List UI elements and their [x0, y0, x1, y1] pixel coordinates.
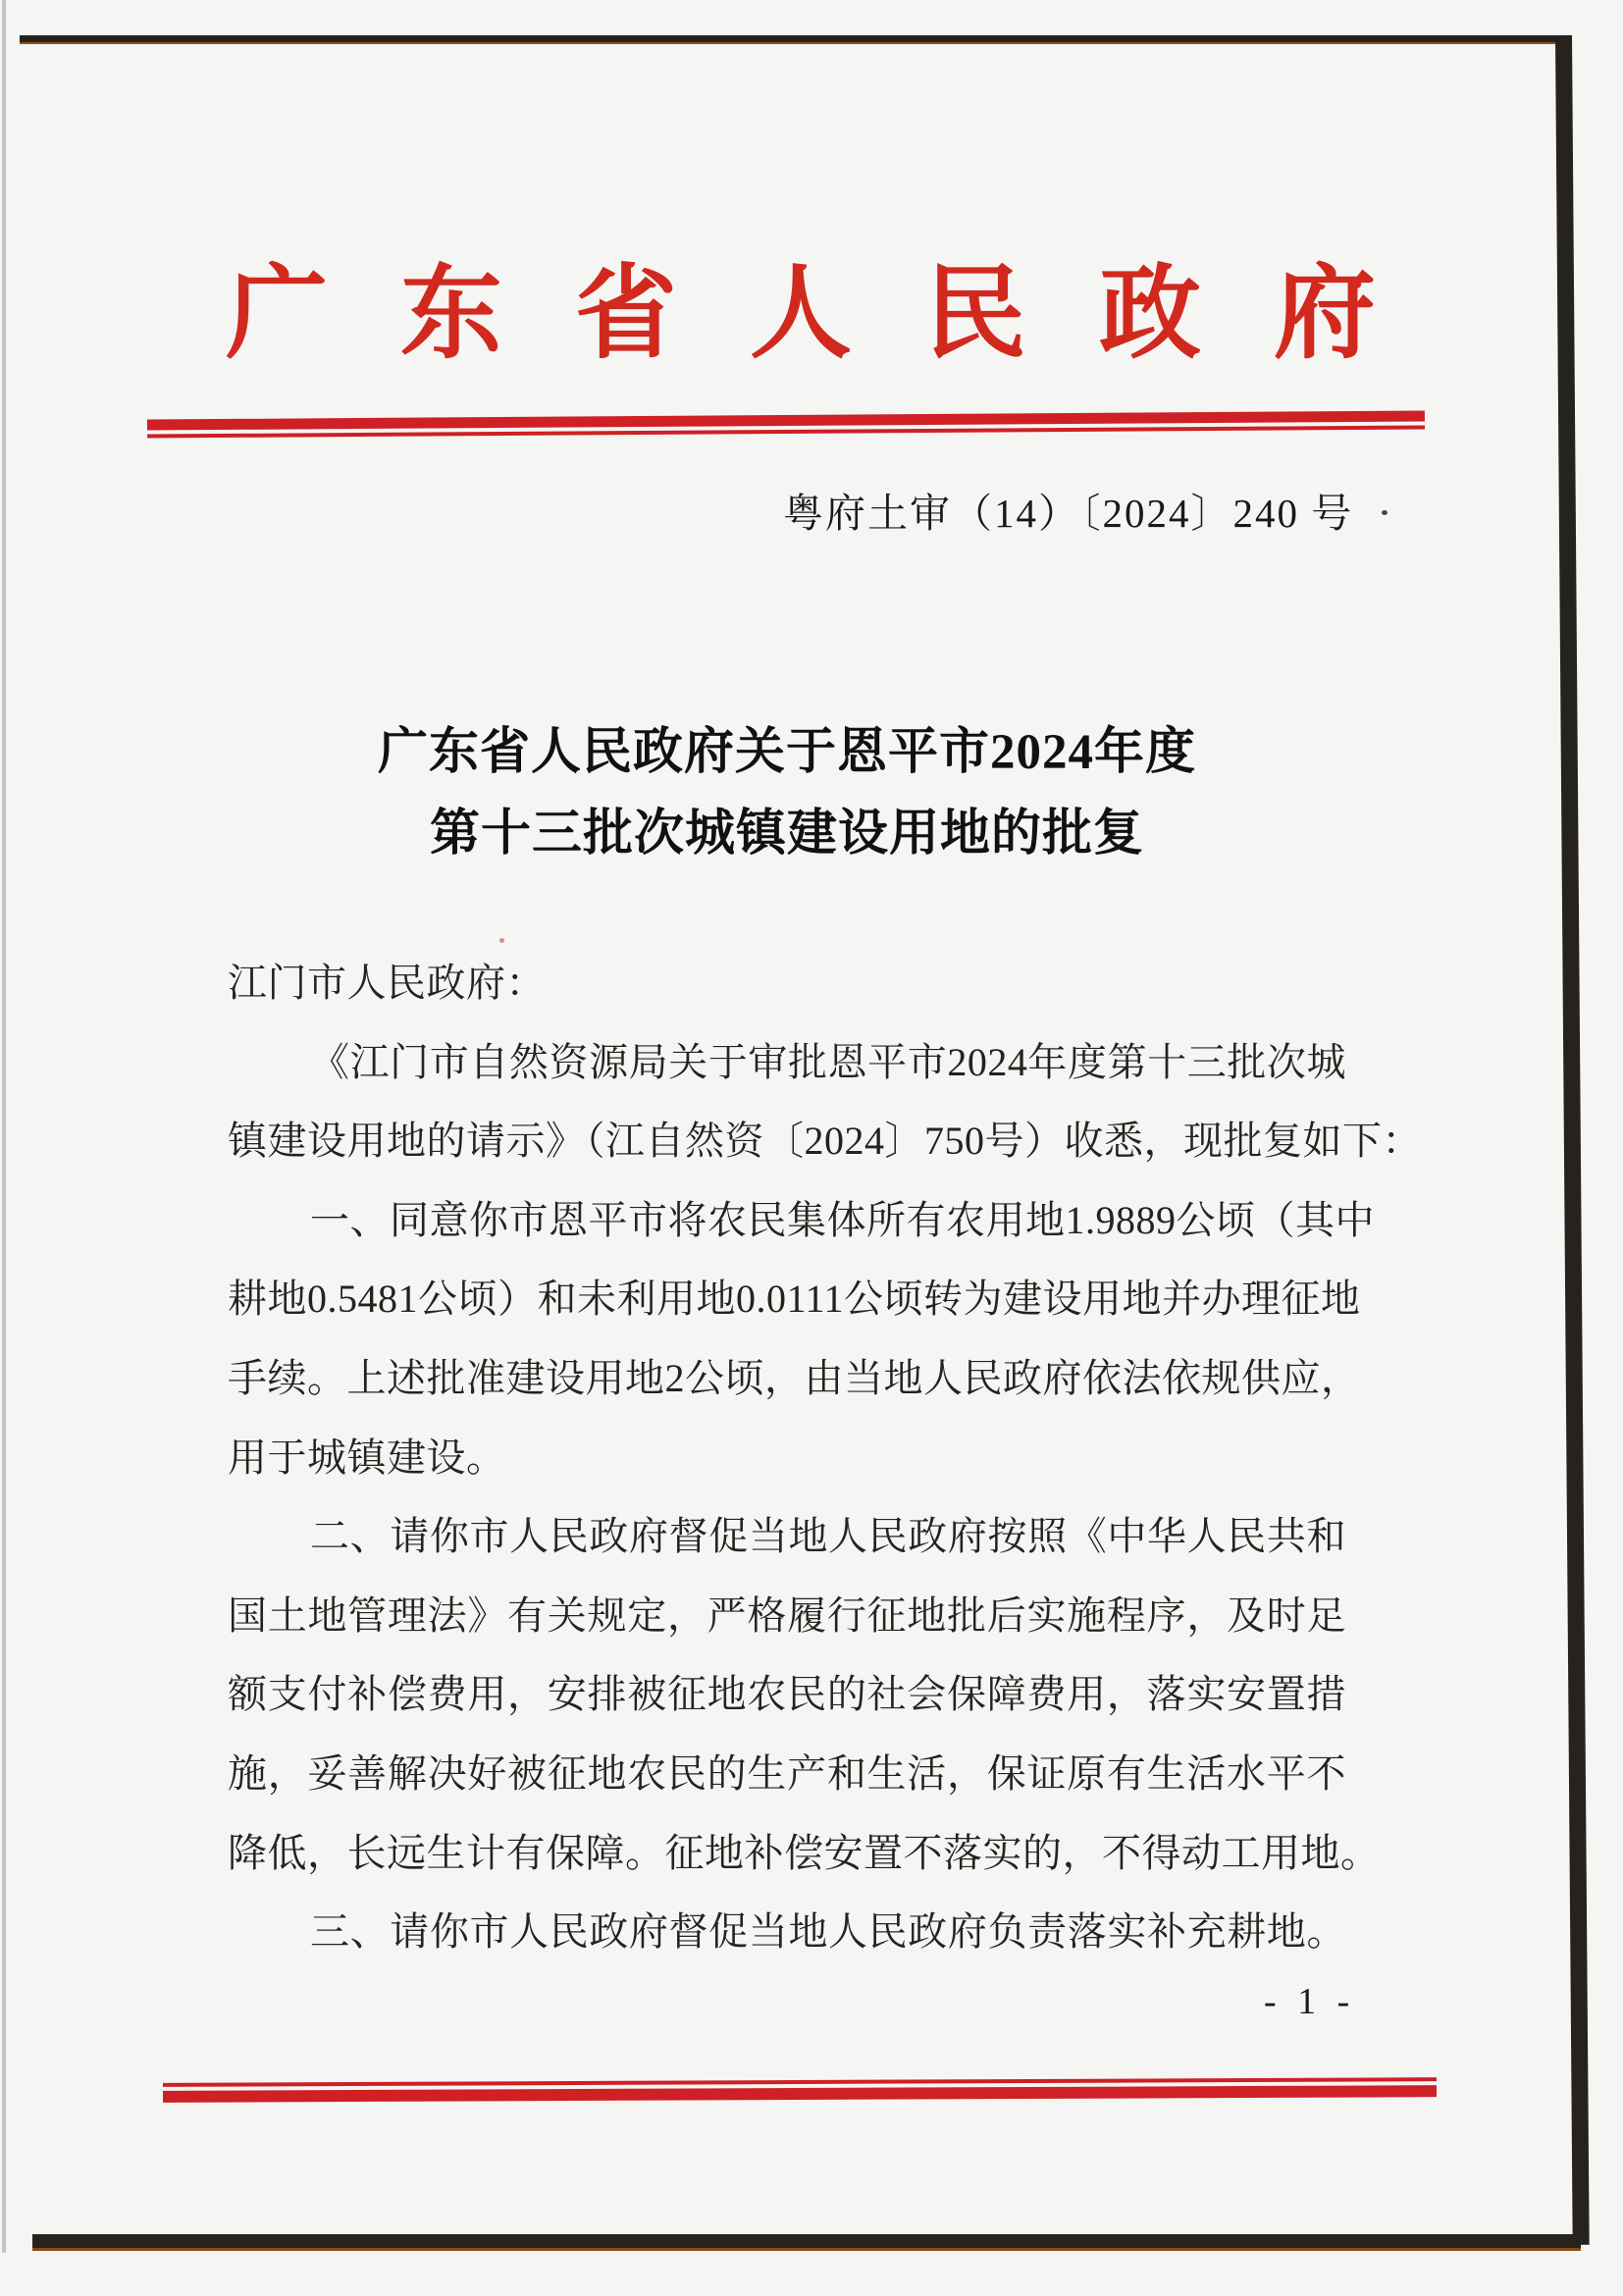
- scan-border-top: [20, 35, 1571, 44]
- document-title: [228, 712, 1346, 875]
- body-line: 《江门市自然资源局关于审批恩平市2024年度第十三批次城: [310, 1039, 1346, 1084]
- body-line: 手续。上述批准建设用地2公顷，由当地人民政府依法依规供应，: [228, 1355, 1361, 1400]
- scan-border-right: [1555, 35, 1590, 2245]
- footer-divider: [163, 2077, 1437, 2105]
- body-line: 镇建设用地的请示》（江自然资〔2024〕750号）收悉，现批复如下：: [228, 1119, 1422, 1164]
- scan-border-bottom: [32, 2234, 1581, 2251]
- letterhead-divider: [147, 410, 1425, 439]
- document-title-line2: 第十三批次城镇建设用地的批复: [429, 807, 1144, 861]
- scan-speck: [499, 938, 504, 943]
- letterhead-org-name: 广东省人民政府: [226, 258, 1449, 371]
- body-line: 用于城镇建设。: [228, 1435, 506, 1480]
- body-line: 二、请你市人民政府督促当地人民政府按照《中华人民共和: [310, 1514, 1346, 1559]
- scan-speck: [1382, 510, 1387, 515]
- document-title-line1: 广东省人民政府关于恩平市2024年度: [377, 725, 1196, 780]
- scan-border-left: [2, 0, 6, 2253]
- body-line: 三、请你市人民政府督促当地人民政府负责落实补充耕地。: [310, 1909, 1346, 1955]
- page-number: - 1 -: [1264, 1981, 1356, 2022]
- body-line: 降低，长远生计有保障。征地补偿安置不落实的，不得动工用地。: [228, 1830, 1381, 1875]
- footer-divider-thick-line: [163, 2085, 1437, 2103]
- recipient-line: 江门市人民政府：: [228, 961, 546, 1005]
- document-body: [228, 944, 1422, 1972]
- body-line: 一、同意你市恩平市将农民集体所有农用地1.9889公顷（其中: [310, 1197, 1375, 1242]
- body-line: 额支付补偿费用，安排被征地农民的社会保障费用，落实安置措: [228, 1672, 1346, 1717]
- body-line: 国土地管理法》有关规定，严格履行征地批后实施程序，及时足: [228, 1592, 1346, 1638]
- body-line: 施，妥善解决好被征地农民的生产和生活，保证原有生活水平不: [228, 1750, 1346, 1796]
- body-line: 耕地0.5481公顷）和未利用地0.0111公顷转为建设用地并办理征地: [228, 1277, 1361, 1322]
- document-number: 粤府土审（14）〔2024〕240 号: [783, 491, 1354, 536]
